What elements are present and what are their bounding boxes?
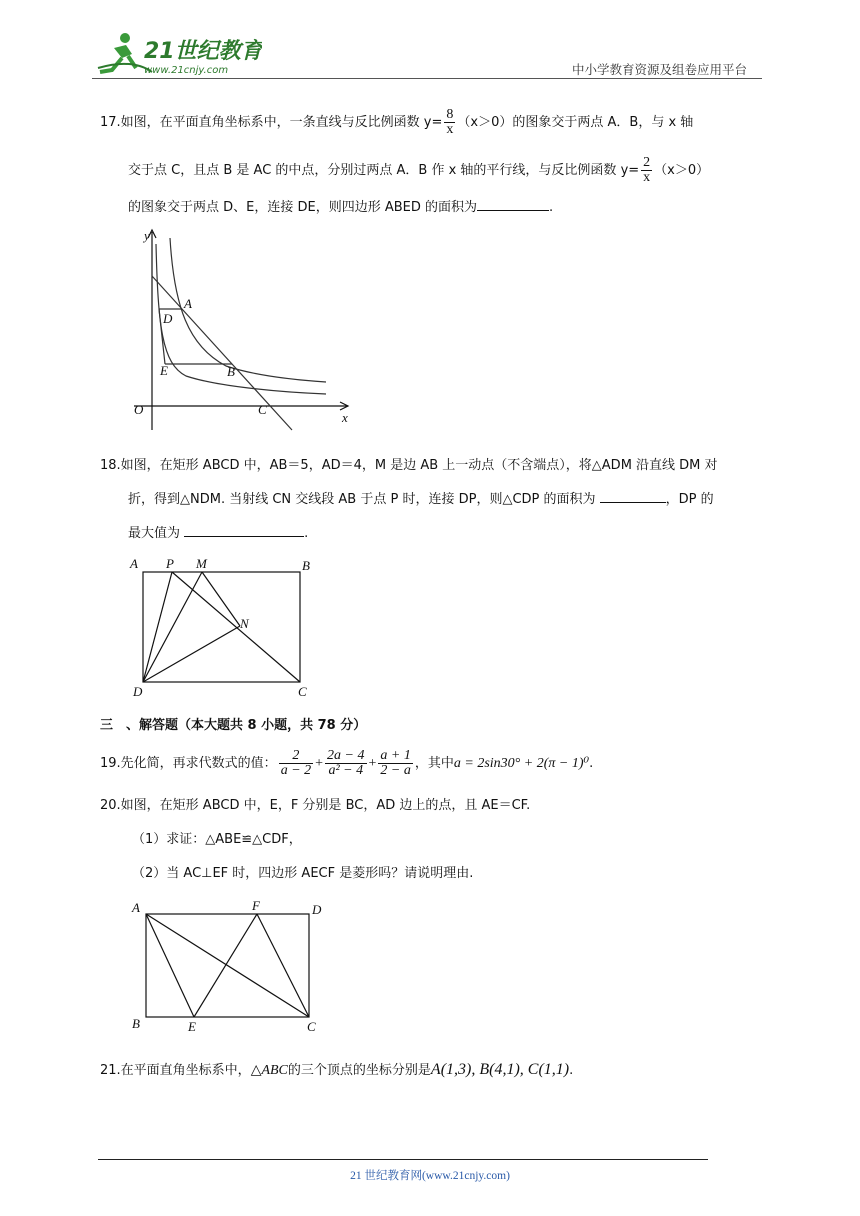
label-p: P <box>166 556 174 571</box>
label-d: D <box>312 902 322 917</box>
platform-name: 中小学教育资源及组卷应用平台 <box>572 62 748 77</box>
logo-text: 21世纪教育 <box>144 39 262 64</box>
header-divider <box>92 78 762 79</box>
label-b: B <box>132 1016 140 1031</box>
q17-line1 <box>100 108 693 137</box>
label-n: N <box>240 616 249 631</box>
label-y: y <box>144 228 150 243</box>
label-a: A <box>132 900 140 915</box>
label-a: A <box>184 296 192 311</box>
label-x: x <box>342 410 348 425</box>
label-c: C <box>258 402 267 417</box>
label-d: D <box>163 311 173 326</box>
segment-ef <box>194 914 257 1017</box>
site-logo <box>92 28 262 80</box>
section-title: 三 、解答题（本大题共 8 小题，共 78 分） <box>100 718 367 733</box>
q18-line2: 折，得到△NDM. 当射线 CN 交线段 AB 于点 P 时，连接 DP，则△CDP 的面积为 ，DP 的 <box>128 492 714 507</box>
q19-frac1: $\frac{2}{a - 2}$ <box>280 748 312 778</box>
q18-figure <box>126 554 326 700</box>
q21-coordinates: A(1,3), B(4,1), C(1,1) <box>430 1061 570 1078</box>
logo-runner-icon <box>92 28 262 80</box>
label-d: D <box>133 684 143 699</box>
footer-divider <box>98 1159 708 1160</box>
q17-frac1: $\frac{8}{x}$ <box>446 107 454 137</box>
q18-area-blank[interactable] <box>600 502 666 503</box>
segment-mn <box>202 572 240 626</box>
label-b: B <box>302 558 310 573</box>
q17-text-d: （x＞0） <box>654 163 710 178</box>
q17-figure <box>126 226 358 436</box>
label-o: O <box>134 402 144 417</box>
footer-text[interactable]: 21 世纪教育网(www.21cnjy.com) <box>350 1170 510 1182</box>
segment-fc <box>257 914 309 1017</box>
label-a: A <box>130 556 138 571</box>
q18-line3: 最大值为 . <box>128 526 309 541</box>
q21-line: 21.在平面直角坐标系中，△ABC的三个顶点的坐标分别是A(1,3), B(4,1), C(1,1). <box>100 1061 574 1078</box>
q20-line1: 20.如图，在矩形 ABCD 中，E，F 分别是 BC，AD 边上的点，且 AE＝CF. <box>100 798 531 813</box>
segment-pc <box>172 572 300 682</box>
label-e: E <box>160 363 168 378</box>
q19-frac3: $\frac{a + 1}{2 - a}$ <box>380 748 411 778</box>
segment-dp <box>143 572 172 682</box>
q20-part2: （2）当 AC⊥EF 时，四边形 AECF 是菱形吗？请说明理由. <box>132 866 474 881</box>
q17-answer-blank[interactable] <box>477 210 549 211</box>
label-b: B <box>227 364 235 379</box>
q20-part1: （1）求证：△ABE≌△CDF， <box>132 832 302 847</box>
q17-text-b: （x＞0）的图象交于两点 A．B，与 x 轴 <box>457 115 694 130</box>
q21-triangle: △ABC <box>250 1063 288 1078</box>
label-c: C <box>307 1019 316 1034</box>
label-f: F <box>252 898 260 913</box>
q18-max-blank[interactable] <box>184 536 304 537</box>
curve-y2x <box>156 244 326 394</box>
rect-abcd <box>143 572 300 682</box>
label-m: M <box>196 556 207 571</box>
q20-figure <box>126 896 336 1036</box>
logo-url: www.21cnjy.com <box>144 65 229 76</box>
q18-line1: 18.如图，在矩形 ABCD 中，AB＝5，AD＝4，M 是边 AB 上一动点（不含端点），将△ADM 沿直线 DM 对 <box>100 458 718 473</box>
q19-expression: a = 2sin30° + 2(π − 1)⁰ <box>453 756 590 771</box>
label-c: C <box>298 684 307 699</box>
q19-frac2: $\frac{2a - 4}{\text{a² − 4}}$ <box>327 748 365 778</box>
q17-line2 <box>128 156 709 185</box>
q19-line: 19.先化简，再求代数式的值： $\frac{2}{a - 2}$ + $\frac{2a - 4}{\text{a² − 4}}$ + $\frac{a + 1}{2 - a}$ ，其中a = 2sin30° + 2(π − 1)⁰. <box>100 748 594 778</box>
label-e: E <box>188 1019 196 1034</box>
q17-line3: 的图象交于两点 D、E，连接 DE，则四边形 ABED 的面积为 . <box>128 200 554 215</box>
curve-y8x <box>170 238 326 382</box>
q17-text-a: 17.如图，在平面直角坐标系中，一条直线与反比例函数 y= <box>100 115 443 130</box>
q17-text-c: 交于点 C，且点 B 是 AC 的中点，分别过两点 A．B 作 x 轴的平行线，与反比例函数 y= <box>128 163 640 178</box>
q17-frac2: $\frac{2}{x}$ <box>643 155 651 185</box>
line-ac <box>152 276 292 430</box>
